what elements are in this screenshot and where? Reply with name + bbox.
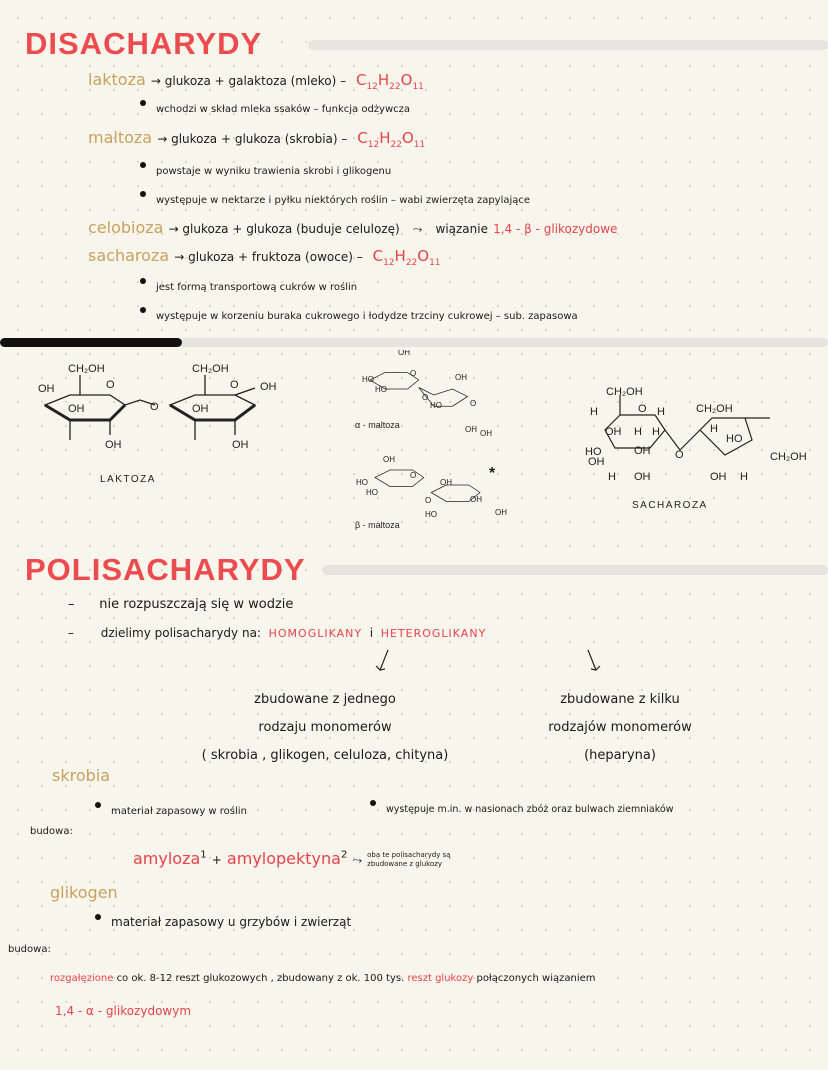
svg-text:O: O (106, 379, 115, 391)
svg-text:OH: OH (38, 383, 55, 395)
svg-text:HO: HO (430, 401, 442, 410)
svg-text:OH: OH (465, 425, 477, 434)
section-title-polisacharydy: POLISACHARYDY (25, 552, 306, 587)
svg-text:OH: OH (455, 373, 467, 382)
list-item: występuje w korzeniu buraka cukrowego i łodydze trzciny cukrowej – sub. zapasowa (140, 307, 578, 322)
term-laktoza: laktoza (88, 70, 146, 89)
svg-text:OH: OH (398, 350, 410, 357)
glikogen-bond: 1,4 - α - glikozydowym (55, 1004, 192, 1018)
svg-text:OH: OH (495, 508, 507, 517)
arrow-down-left-icon (376, 650, 388, 670)
svg-text:O: O (425, 496, 432, 505)
list-item: występuje m.in. w nasionach zbóż oraz bulwach ziemniaków (370, 800, 673, 815)
laktoza-line (88, 70, 424, 92)
svg-text:OH: OH (68, 403, 85, 415)
laktoza-formula: $C_{12}H_{22}O_{11}$ (355, 71, 424, 92)
svg-text:HO: HO (362, 375, 374, 384)
svg-text:O: O (470, 399, 477, 408)
svg-text:H: H (634, 426, 642, 438)
svg-text:H: H (590, 406, 598, 418)
section-title-disacharydy: DISACHARYDY (25, 26, 263, 61)
svg-text:H: H (657, 406, 665, 418)
svg-text:HO: HO (356, 478, 368, 487)
svg-text:O: O (230, 379, 239, 391)
squiggle-arrow-icon: ⤳ (412, 222, 423, 236)
svg-text:O: O (675, 449, 684, 461)
alfa-maltoza-caption: α - maltoza (355, 420, 400, 430)
svg-text:OH: OH (480, 429, 492, 438)
bond-label: wiązanie (435, 222, 488, 236)
svg-text:OH: OH (634, 445, 651, 457)
sacharoza-equation: → glukoza + fruktoza (owoce) – (174, 250, 363, 264)
svg-text:O: O (410, 471, 417, 480)
svg-text:O: O (410, 369, 417, 378)
svg-text:OH: OH (588, 456, 605, 468)
term-maltoza: maltoza (88, 128, 153, 147)
laktoza-equation: → glukoza + galaktoza (mleko) – (150, 74, 347, 88)
list-item: materiał zapasowy u grzybów i zwierząt (95, 914, 351, 929)
svg-text:OH: OH (470, 495, 482, 504)
beta-maltoza-caption: β - maltoza (355, 520, 400, 530)
sacharoza-caption: SACHAROZA (632, 500, 708, 511)
term-sacharoza: sacharoza (88, 246, 170, 265)
svg-text:H: H (710, 423, 718, 435)
svg-text:O: O (150, 401, 159, 413)
glikogen-description: rozgałęzione co ok. 8-12 reszt glukozowych , zbudowany z ok. 100 tys. reszt glukozy połączonych wiązaniem (50, 973, 596, 984)
list-item: wchodzi w skład mleka ssaków – funkcja odżywcza (140, 100, 410, 115)
budowa-label: budowa: (30, 826, 73, 837)
title-underline (322, 565, 828, 575)
list-item: materiał zapasowy w roślin (95, 802, 247, 817)
sacharoza-formula: $C_{12}H_{22}O_{11}$ (372, 247, 441, 268)
title-underline (308, 40, 828, 50)
bond-type: 1,4 - β - glikozydowe (493, 222, 618, 236)
structural-formulas (0, 350, 828, 535)
svg-text:CH₂OH: CH₂OH (696, 403, 733, 415)
divider-black (0, 338, 182, 347)
maltoza-equation: → glukoza + glukoza (skrobia) – (157, 132, 348, 146)
arrow-down-right-icon (588, 650, 600, 670)
celobioza-equation: → glukoza + glukoza (buduje celulozę) (168, 222, 400, 236)
term-skrobia: skrobia (52, 766, 111, 785)
svg-text:O: O (638, 403, 647, 415)
budowa-label: budowa: (8, 944, 51, 955)
svg-text:CH₂OH: CH₂OH (68, 363, 105, 375)
sacharoza-line (88, 246, 441, 268)
svg-text:CH₂OH: CH₂OH (770, 451, 807, 463)
homoglikany-description: zbudowane z jednego rodzaju monomerów ( skrobia , glikogen, celuloza, chityna) (201, 692, 449, 763)
svg-text:OH: OH (605, 426, 622, 438)
svg-text:H: H (608, 471, 616, 483)
svg-text:HO: HO (375, 385, 387, 394)
heteroglikany: HETEROGLIKANY (380, 627, 487, 640)
term-celobioza: celobioza (88, 218, 164, 237)
svg-text:H: H (740, 471, 748, 483)
laktoza-caption: LAKTOZA (100, 474, 156, 485)
celobioza-line (88, 218, 617, 237)
squiggle-arrow-icon: ⤳ (352, 853, 363, 867)
svg-text:CH₂OH: CH₂OH (606, 386, 643, 398)
list-item: powstaje w wyniku trawienia skrobi i glikogenu (140, 162, 391, 177)
svg-text:CH₂OH: CH₂OH (192, 363, 229, 375)
list-item: – nie rozpuszczają się w wodzie (68, 597, 294, 612)
svg-text:HO: HO (585, 446, 602, 458)
branch-arrows (360, 648, 620, 678)
svg-text:OH: OH (105, 439, 122, 451)
svg-text:HO: HO (366, 488, 378, 497)
svg-text:HO: HO (726, 433, 743, 445)
maltoza-line (88, 128, 425, 150)
list-item: jest formą transportową cukrów w roślin (140, 278, 357, 293)
heteroglikany-description: zbudowane z kilku rodzajów monomerów (heparyna) (548, 692, 692, 763)
list-item: występuje w nektarze i pyłku niektórych roślin – wabi zwierzęta zapylające (140, 191, 530, 206)
svg-text:OH: OH (232, 439, 249, 451)
svg-text:H: H (652, 426, 660, 438)
svg-text:O: O (422, 393, 429, 402)
svg-text:HO: HO (425, 510, 437, 519)
svg-text:OH: OH (710, 471, 727, 483)
term-glikogen: glikogen (50, 883, 118, 902)
asterisk-icon: * (489, 465, 496, 482)
svg-text:OH: OH (260, 381, 277, 393)
maltoza-formula: $C_{12}H_{22}O_{11}$ (357, 129, 426, 150)
homoglikany: HOMOGLIKANY (268, 627, 363, 640)
svg-text:OH: OH (634, 471, 651, 483)
sacharoza-structure (605, 395, 770, 455)
svg-text:OH: OH (192, 403, 209, 415)
svg-text:OH: OH (383, 455, 395, 464)
laktoza-labels (38, 363, 277, 485)
list-item: – dzielimy polisacharydy na: HOMOGLIKANY i HETEROGLIKANY (68, 626, 487, 640)
svg-text:OH: OH (440, 478, 452, 487)
skrobia-composition: amyloza$^1$ + amylopektyna$^2$ ⤳ oba te polisacharydy są zbudowane z glukozy (133, 849, 451, 868)
